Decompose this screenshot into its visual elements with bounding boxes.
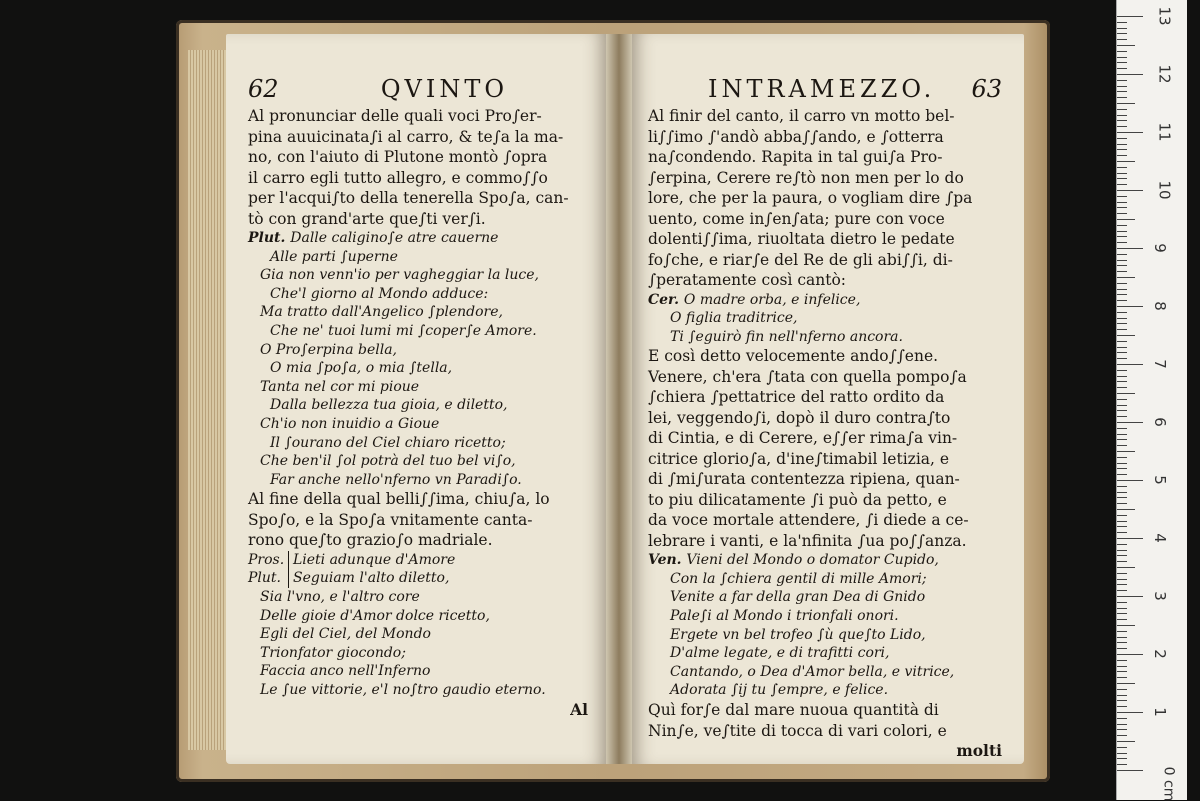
right-verse [648, 291, 1002, 347]
verse-line [648, 588, 1002, 607]
ruler-tick [1117, 671, 1127, 672]
ruler-tick [1117, 213, 1127, 214]
ruler-number: 12 [1155, 64, 1174, 84]
prose-line: pina auuicinata∫i al carro, & te∫a la ma- [248, 127, 564, 146]
ruler-tick [1117, 196, 1127, 197]
ruler-tick [1117, 526, 1127, 527]
duet-speakers [248, 551, 289, 588]
ruler-tick [1117, 149, 1127, 150]
ruler-tick [1117, 97, 1127, 98]
verse-line: Sia l'vno, e l'altro core [260, 589, 420, 605]
ruler-tick [1117, 155, 1127, 156]
verse-text: Che'l giorno al Mondo adduce: [270, 285, 489, 302]
verse-text: O Pro∫erpina bella, [260, 341, 397, 358]
ruler-tick [1117, 277, 1135, 278]
ruler-number: 1 [1150, 707, 1169, 717]
verse-text: Ergete vn bel trofeo ∫ù que∫to Lido, [670, 626, 926, 643]
ruler-tick [1117, 242, 1127, 243]
verse-line [248, 248, 588, 267]
speaker-label: Plut. [248, 570, 281, 587]
prose-line: to piu dilicatamente ∫i può da petto, e [648, 490, 947, 509]
verse-line: Trionfator giocondo; [260, 644, 406, 661]
prose-line: il carro egli tutto allegro, e commo∫∫o [248, 168, 548, 187]
prose-line: per l'acqui∫to della tenerella Spo∫a, can- [248, 189, 569, 207]
left-running-head [248, 74, 588, 104]
ruler-tick [1117, 480, 1143, 481]
ruler-tick [1117, 729, 1127, 730]
ruler-tick [1117, 608, 1127, 609]
book-gutter [606, 34, 632, 764]
ruler-tick [1117, 654, 1143, 655]
verse-text: Ma tratto dall'Angelico ∫plendore, [260, 304, 503, 321]
ruler-tick [1117, 515, 1127, 516]
ruler-tick [1117, 666, 1127, 667]
ruler-tick [1117, 16, 1143, 17]
ruler-tick [1117, 700, 1127, 701]
left-head-title: QVINTO [380, 75, 508, 103]
right-page-number: 63 [971, 75, 1002, 103]
ruler-tick [1117, 474, 1127, 475]
right-verse-2 [648, 551, 1002, 700]
ruler-tick [1117, 144, 1127, 145]
prose-line: ∫peratamente così cantò: [648, 271, 847, 289]
ruler-number: 6 [1150, 417, 1169, 427]
ruler-tick [1117, 161, 1135, 162]
ruler-tick [1117, 747, 1127, 748]
ruler-tick [1117, 190, 1143, 191]
ruler-tick [1117, 631, 1127, 632]
verse-line: Le ∫ue vittorie, e'l no∫tro gaudio eterno. [260, 681, 546, 698]
ruler-tick [1117, 103, 1135, 104]
prose-line: di ∫mi∫urata contentezza ripiena, quan- [648, 470, 960, 489]
ruler-tick [1117, 39, 1127, 40]
verse-text: Il ∫ourano del Ciel chiaro ricetto; [270, 434, 506, 451]
ruler-tick [1117, 265, 1127, 266]
left-prose-top [248, 106, 588, 229]
left-page-number: 62 [248, 75, 279, 103]
verse-text: Adorata ∫ij tu ∫empre, e felice. [670, 682, 889, 699]
ruler-number: 5 [1150, 475, 1169, 485]
ruler-tick [1117, 225, 1127, 226]
ruler-tick [1117, 718, 1127, 719]
ruler-tick [1117, 503, 1127, 504]
ruler-tick [1117, 109, 1127, 110]
ruler-tick [1117, 753, 1127, 754]
right-prose-top [648, 106, 1002, 291]
ruler-tick [1117, 283, 1127, 284]
prose-line: E così detto velocemente ando∫∫ene. [648, 347, 939, 366]
ruler-tick [1117, 178, 1127, 179]
ruler-tick [1117, 492, 1127, 493]
duet-lines [289, 551, 455, 588]
prose-line: na∫condendo. Rapita in tal gui∫a Pro- [648, 148, 943, 166]
ruler-tick [1117, 561, 1127, 562]
verse-line [648, 607, 1002, 626]
ruler-tick [1117, 579, 1127, 580]
ruler-tick [1117, 648, 1127, 649]
ruler-tick [1117, 289, 1127, 290]
ruler-tick [1117, 57, 1127, 58]
ruler-tick [1117, 68, 1127, 69]
ruler-tick [1117, 602, 1127, 603]
speaker-label: Pros. [248, 551, 285, 568]
left-prose-mid [248, 489, 588, 551]
prose-line: lore, che per la paura, o vogliam dire ∫pa [648, 189, 973, 207]
ruler-tick [1117, 352, 1127, 353]
prose-line: uento, come in∫en∫ata; pure con voce [648, 209, 945, 228]
ruler-tick [1117, 625, 1135, 626]
speaker-label: Cer. [648, 291, 684, 308]
ruler-tick [1117, 138, 1127, 139]
ruler-tick [1117, 91, 1127, 92]
prose-line: da voce mortale attendere, ∫i diede a ce- [648, 511, 969, 530]
verse-line [248, 285, 588, 304]
ruler-tick [1117, 724, 1127, 725]
duet-block [248, 551, 588, 588]
ruler-tick [1117, 509, 1135, 510]
verse-line [248, 359, 588, 378]
ruler-number: 7 [1150, 359, 1169, 369]
verse-line [248, 266, 588, 285]
right-prose-mid [648, 346, 1002, 551]
ruler-tick [1117, 463, 1127, 464]
verse-line [648, 681, 1002, 700]
left-verse [248, 229, 588, 489]
ruler-tick [1117, 758, 1127, 759]
ruler-tick [1117, 399, 1127, 400]
book [176, 20, 1050, 782]
left-verse-2 [248, 588, 588, 700]
prose-line: Al fine della qual belli∫∫ima, chiu∫a, lo [248, 490, 550, 509]
ruler-tick [1117, 573, 1127, 574]
prose-line: Quì for∫e dal mare nuoua quantità di [648, 701, 939, 720]
ruler-number: 13 [1155, 6, 1174, 26]
prose-line: Al finir del canto, il carro vn motto bel- [648, 107, 955, 125]
right-head-title: INTRAMEZZO. [708, 75, 936, 103]
right-prose-end [648, 700, 1002, 741]
ruler-tick [1117, 358, 1127, 359]
ruler-number: 3 [1150, 591, 1169, 601]
ruler-tick [1117, 683, 1135, 684]
prose-line: lebrare i vanti, e la'nfinita ∫ua po∫∫anza. [648, 531, 967, 550]
ruler-tick [1117, 770, 1143, 771]
prose-line: di Cintia, e di Cerere, e∫∫er rima∫a vin- [648, 429, 958, 448]
ruler-tick [1117, 341, 1127, 342]
ruler-tick [1117, 62, 1127, 63]
ruler-tick [1117, 712, 1143, 713]
ruler-tick [1117, 381, 1127, 382]
prose-line: Al pronunciar delle quali voci Pro∫er- [248, 107, 542, 125]
speaker-label: Plut. [248, 230, 291, 246]
verse-text: O mia ∫po∫a, o mia ∫tella, [270, 360, 453, 377]
prose-line: tò con grand'arte que∫ti ver∫i. [248, 209, 486, 228]
ruler-tick [1117, 329, 1127, 330]
ruler-number: 4 [1150, 533, 1169, 543]
verse-line [248, 452, 588, 471]
ruler-tick [1117, 202, 1127, 203]
right-running-head [648, 74, 1002, 104]
verse-text: Ch'io non inuidio a Gioue [260, 415, 440, 432]
ruler-tick [1117, 260, 1127, 261]
verse-line [248, 396, 588, 415]
verse-line [648, 309, 1002, 328]
ruler-tick [1117, 207, 1127, 208]
verse-line: Lieti adunque d'Amore [293, 551, 456, 568]
prose-line: ∫erpina, Cerere re∫tò non men per lo do [648, 168, 964, 187]
verse-line [648, 570, 1002, 589]
ruler-tick [1117, 410, 1127, 411]
ruler-number: 10 [1155, 180, 1174, 200]
verse-line: Seguiam l'alto diletto, [293, 570, 450, 587]
prose-line: citrice glorio∫a, d'ine∫timabil letizia, e [648, 449, 950, 468]
ruler-tick [1117, 335, 1135, 336]
ruler-tick [1117, 22, 1127, 23]
verse-line [248, 378, 588, 397]
verse-text: O madre orba, e infelice, [683, 291, 861, 308]
ruler-tick [1117, 521, 1127, 522]
verse-text: Tanta nel cor mi pioue [260, 378, 420, 395]
ruler-tick [1117, 33, 1127, 34]
ruler-tick [1117, 231, 1127, 232]
ruler-tick [1117, 689, 1127, 690]
verse-line [248, 322, 588, 341]
ruler-tick [1117, 167, 1127, 168]
ruler-tick [1117, 637, 1127, 638]
ruler-tick [1117, 735, 1127, 736]
ruler-tick [1117, 376, 1127, 377]
ruler-tick [1117, 120, 1127, 121]
prose-line: li∫∫imo ∫'andò abba∫∫ando, e ∫otterra [648, 127, 944, 146]
ruler-unit: 0 cm [1160, 766, 1177, 801]
left-page [226, 34, 606, 764]
right-page [632, 34, 1024, 764]
ruler-number: 8 [1150, 301, 1169, 311]
verse-text: Pale∫i al Mondo i trionfali onori. [670, 608, 899, 625]
verse-line [248, 415, 588, 434]
prose-line: ∫chiera ∫pettatrice del ratto ordito da [648, 388, 945, 407]
verse-text: Venite a far della gran Dea di Gnido [670, 589, 926, 606]
ruler-tick [1117, 468, 1127, 469]
verse-line [248, 229, 588, 248]
ruler-number: 2 [1150, 649, 1169, 659]
ruler-tick [1117, 445, 1127, 446]
ruler-tick [1117, 422, 1143, 423]
ruler-tick [1117, 695, 1127, 696]
ruler-tick [1117, 434, 1127, 435]
prose-line: fo∫che, e riar∫e del Re de gli abi∫∫i, di- [648, 250, 953, 269]
ruler-tick [1117, 677, 1127, 678]
ruler-tick [1117, 236, 1127, 237]
page-edges [188, 50, 226, 750]
verse-text: Far anche nello'nferno vn Paradi∫o. [270, 471, 522, 488]
ruler-tick [1117, 323, 1127, 324]
ruler-tick [1117, 613, 1127, 614]
ruler-tick [1117, 486, 1127, 487]
ruler-tick [1117, 590, 1127, 591]
ruler-tick [1117, 318, 1127, 319]
speaker-label: Ven. [648, 552, 687, 569]
ruler-tick [1117, 184, 1127, 185]
verse-text: Ti ∫eguirò fin nell'nferno ancora. [670, 328, 903, 345]
ruler-tick [1117, 405, 1127, 406]
prose-line: Nin∫e, ve∫tite di tocca di vari colori, e [648, 721, 947, 740]
ruler-tick [1117, 364, 1143, 365]
ruler-number: 9 [1150, 243, 1169, 253]
ruler-tick [1117, 428, 1127, 429]
verse-text: Alle parti ∫uperne [270, 248, 398, 265]
verse-text: Gia non venn'io per vagheggiar la luce, [260, 267, 539, 284]
ruler-tick [1117, 764, 1127, 765]
ruler-tick [1117, 132, 1143, 133]
verse-text: Cantando, o Dea d'Amor bella, e vitrice, [670, 663, 955, 680]
verse-line [648, 328, 1002, 347]
right-catchword: molti [956, 741, 1002, 761]
verse-line: Egli del Ciel, del Mondo [260, 626, 431, 643]
ruler-tick [1117, 532, 1127, 533]
prose-line: no, con l'aiuto di Plutone montò ∫opra [248, 148, 548, 166]
ruler-tick [1117, 271, 1127, 272]
prose-line: Venere, ch'era ∫tata con quella pompo∫a [648, 367, 967, 386]
verse-text: O figlia traditrice, [670, 310, 798, 327]
verse-line [248, 434, 588, 453]
ruler-tick [1117, 219, 1135, 220]
verse-text: Dalla bellezza tua gioia, e diletto, [270, 397, 508, 414]
verse-line: Delle gioie d'Amor dolce ricetto, [260, 607, 490, 624]
ruler-tick [1117, 387, 1127, 388]
ruler-tick [1117, 370, 1127, 371]
left-catchword: Al [570, 699, 588, 719]
prose-line: rono que∫to grazio∫o madriale. [248, 531, 493, 550]
ruler-tick [1117, 596, 1143, 597]
ruler-tick [1117, 451, 1135, 452]
ruler-tick [1117, 28, 1127, 29]
ruler-tick [1117, 660, 1127, 661]
ruler-tick [1117, 497, 1127, 498]
prose-line: dolenti∫∫ima, riuoltata dietro le pedate [648, 230, 955, 248]
ruler-tick [1117, 555, 1127, 556]
ruler-tick [1117, 642, 1127, 643]
verse-text: Che ben'il ∫ol potrà del tuo bel vi∫o, [260, 453, 516, 470]
verse-text: Con la ∫chiera gentil di mille Amori; [670, 570, 927, 587]
ruler-tick [1117, 706, 1127, 707]
ruler-tick [1117, 306, 1143, 307]
verse-line: Faccia anco nell'Inferno [260, 663, 431, 680]
ruler-tick [1117, 126, 1127, 127]
ruler-tick [1117, 45, 1135, 46]
ruler-tick [1117, 544, 1127, 545]
ruler-number: 11 [1155, 122, 1174, 142]
ruler-tick [1117, 248, 1143, 249]
verse-text: Vieni del Mondo o domator Cupido, [686, 552, 939, 569]
measurement-ruler [1116, 0, 1187, 800]
ruler-tick [1117, 550, 1127, 551]
ruler-tick [1117, 86, 1127, 87]
ruler-tick [1117, 80, 1127, 81]
ruler-tick [1117, 584, 1127, 585]
ruler-tick [1117, 254, 1127, 255]
verse-line [248, 303, 588, 322]
ruler-tick [1117, 74, 1143, 75]
prose-line: Spo∫o, e la Spo∫a vnitamente canta- [248, 510, 533, 529]
ruler-tick [1117, 312, 1127, 313]
ruler-tick [1117, 300, 1127, 301]
verse-text: Dalle caligino∫e atre cauerne [290, 230, 499, 246]
ruler-tick [1117, 51, 1127, 52]
verse-line [648, 644, 1002, 663]
ruler-tick [1117, 538, 1143, 539]
prose-line: lei, veggendo∫i, dopò il duro contra∫to [648, 408, 951, 427]
ruler-tick [1117, 173, 1127, 174]
ruler-tick [1117, 439, 1127, 440]
ruler-tick [1117, 115, 1127, 116]
ruler-tick [1117, 393, 1135, 394]
verse-line [248, 471, 588, 490]
verse-line [648, 291, 1002, 310]
verse-line [648, 551, 1002, 570]
ruler-tick [1117, 567, 1135, 568]
ruler-tick [1117, 457, 1127, 458]
verse-line [648, 626, 1002, 645]
verse-text: D'alme legate, e di trafitti cori, [670, 645, 890, 662]
verse-text: Che ne' tuoi lumi mi ∫coper∫e Amore. [270, 322, 537, 339]
ruler-tick [1117, 294, 1127, 295]
verse-line [648, 663, 1002, 682]
ruler-tick [1117, 416, 1127, 417]
ruler-tick [1117, 347, 1127, 348]
verse-line [248, 341, 588, 360]
ruler-tick [1117, 741, 1135, 742]
ruler-tick [1117, 619, 1127, 620]
